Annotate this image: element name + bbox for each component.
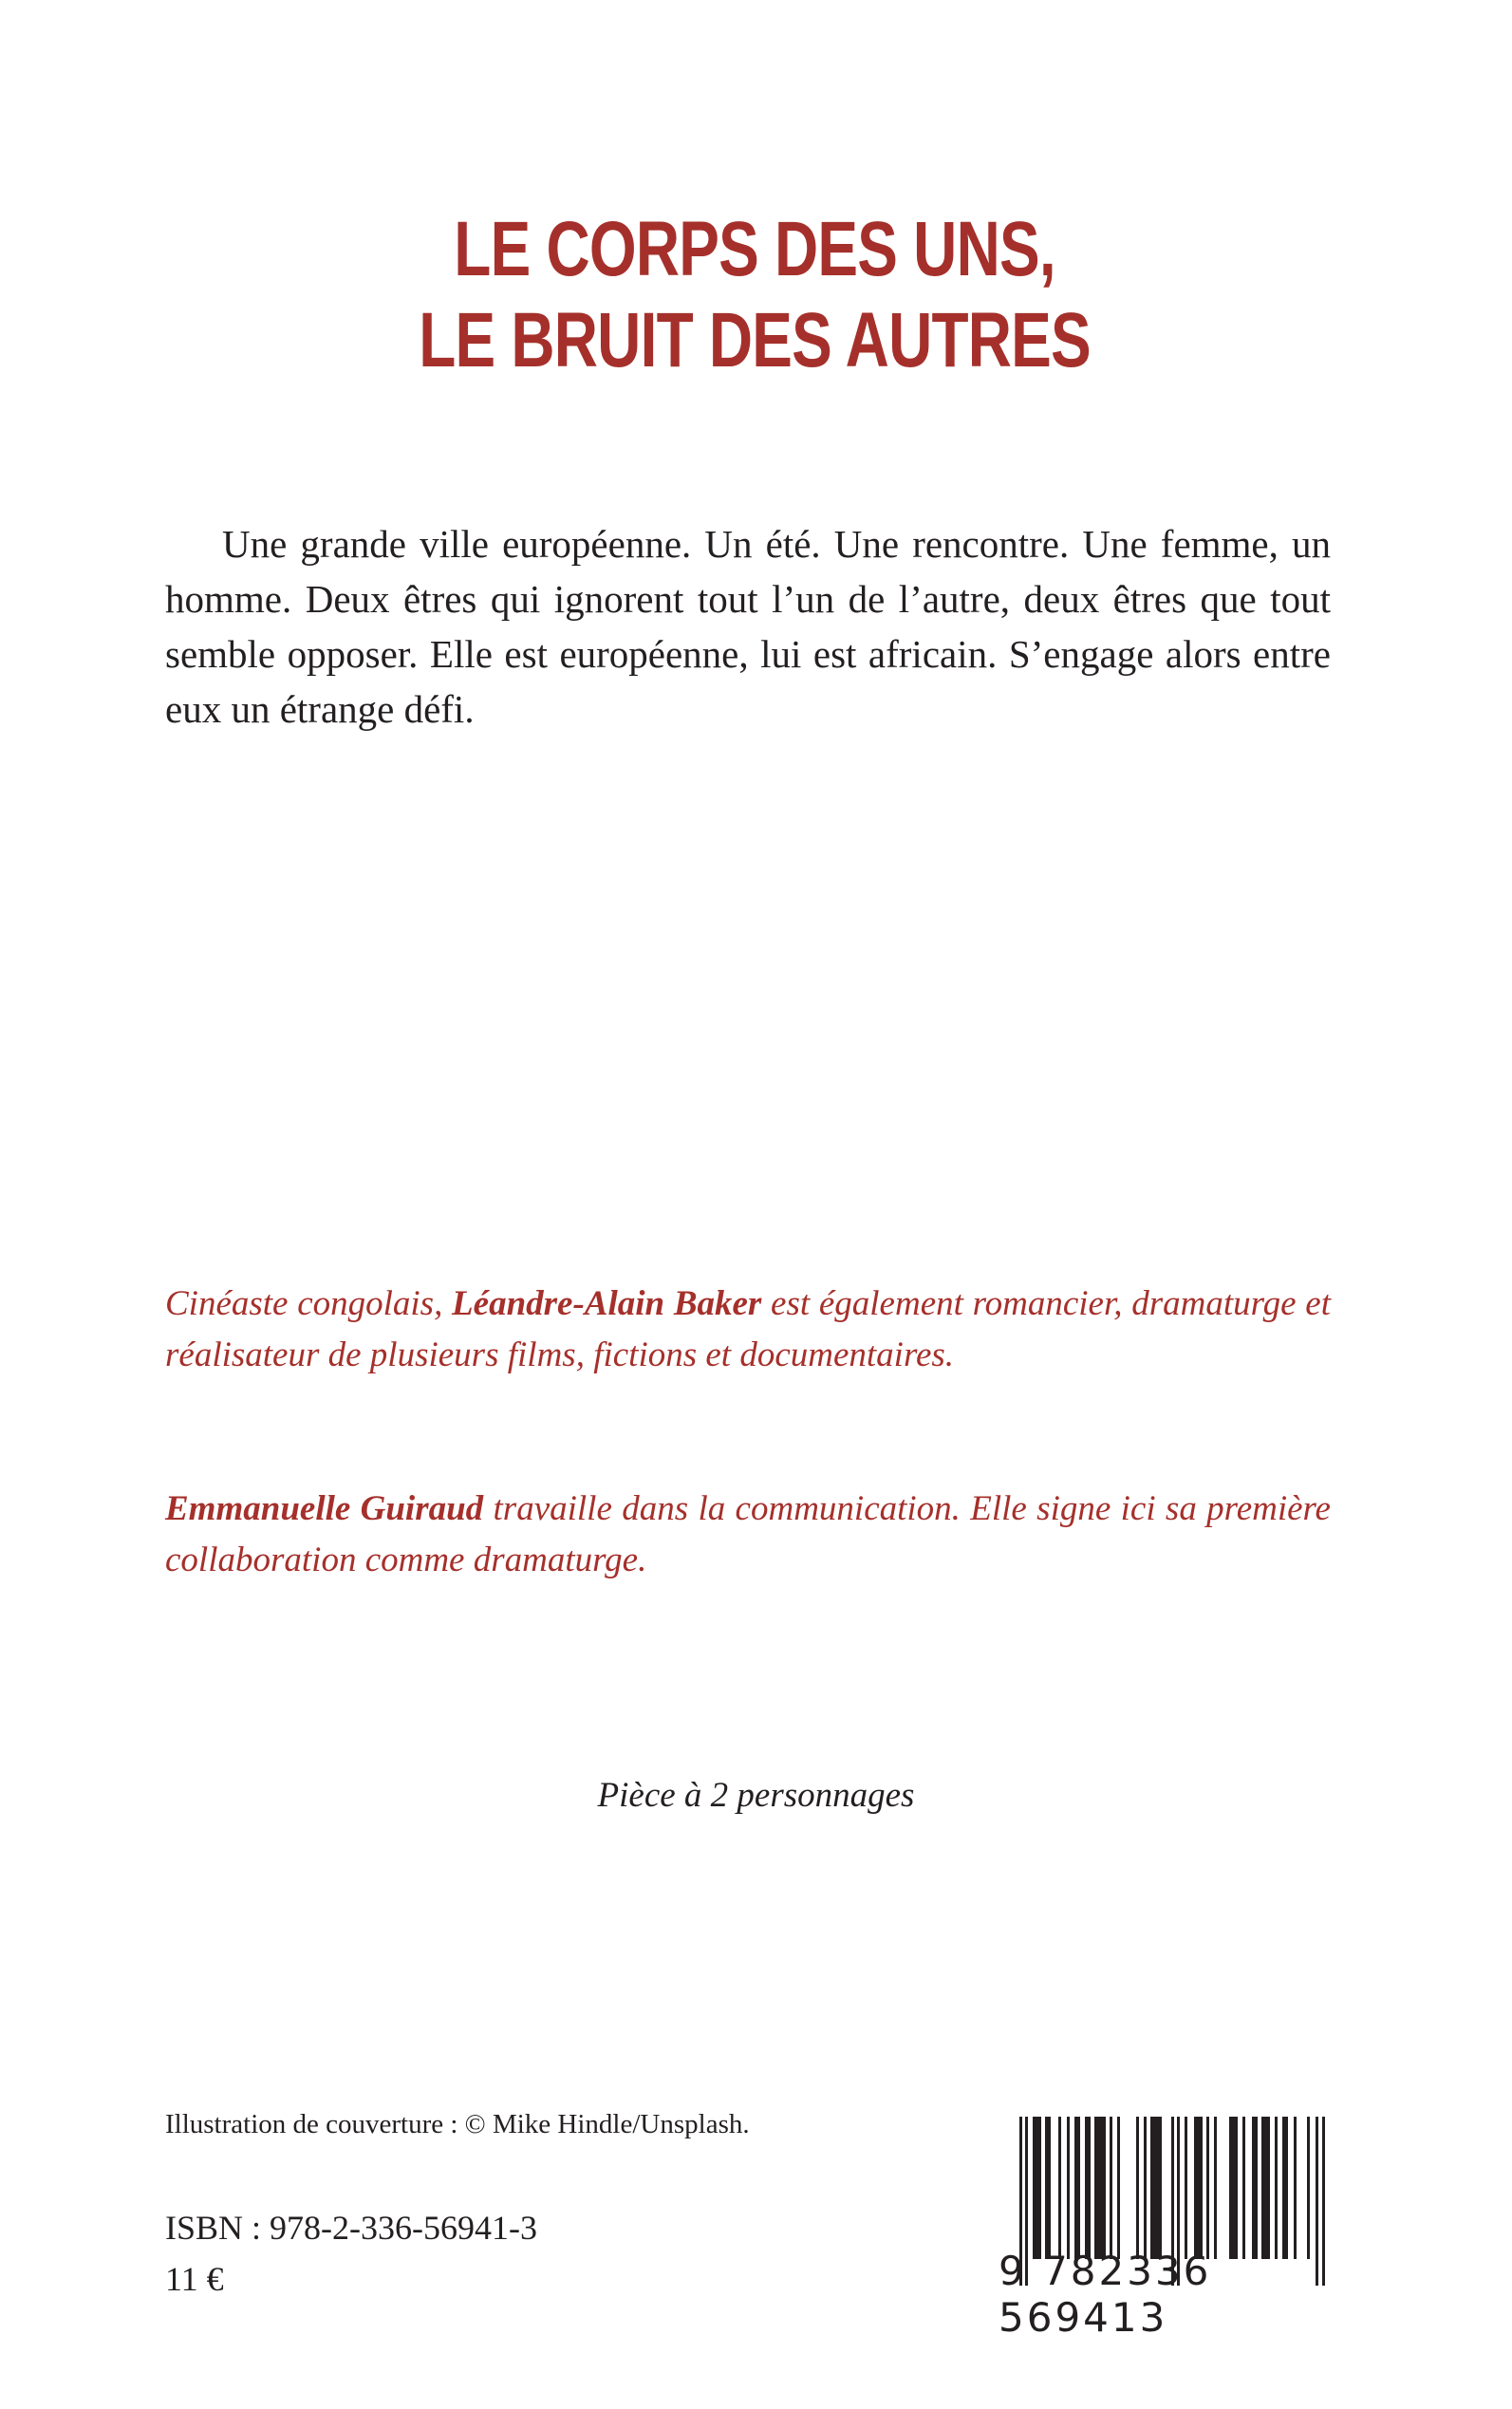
author-name-baker: Léandre-Alain Baker — [452, 1284, 762, 1323]
genre-label: Pièce à 2 personnages — [597, 1776, 915, 1815]
back-cover-blurb: Une grande ville européenne. Un été. Une rencontre. Une femme, un homme. Deux êtres qui ignorent tout l’un de l’autre, deux êtres que tout semble opposer. Elle est européenne, lui est africain. S’engage alors entre eux un étrange défi. — [165, 522, 1331, 731]
author-name-guiraud: Emmanuelle Guiraud — [165, 1489, 484, 1528]
author-bio-baker — [165, 1279, 1331, 1381]
bio-text: travaille dans la communication. Elle signe ici sa première collaboration comme dramaturge. — [165, 1489, 1331, 1579]
title-line-1: LE CORPS DES UNS, — [454, 205, 1055, 292]
isbn: ISBN : 978-2-336-56941-3 — [165, 2209, 537, 2247]
bio-text: est également romancier, dramaturge et réalisateur de plusieurs films, fictions et documentaires. — [165, 1284, 1331, 1374]
illustration-credit: Illustration de couverture : © Mike Hindle/Unsplash. — [165, 2109, 750, 2139]
bio-prefix: Cinéaste congolais, — [165, 1284, 453, 1323]
author-bio-guiraud — [165, 1484, 1331, 1586]
book-title — [165, 204, 1345, 386]
price: 11 € — [165, 2260, 224, 2298]
barcode-digits: 9 782336 569413 — [999, 2248, 1212, 2341]
title-line-2: LE BRUIT DES AUTRES — [419, 296, 1091, 383]
